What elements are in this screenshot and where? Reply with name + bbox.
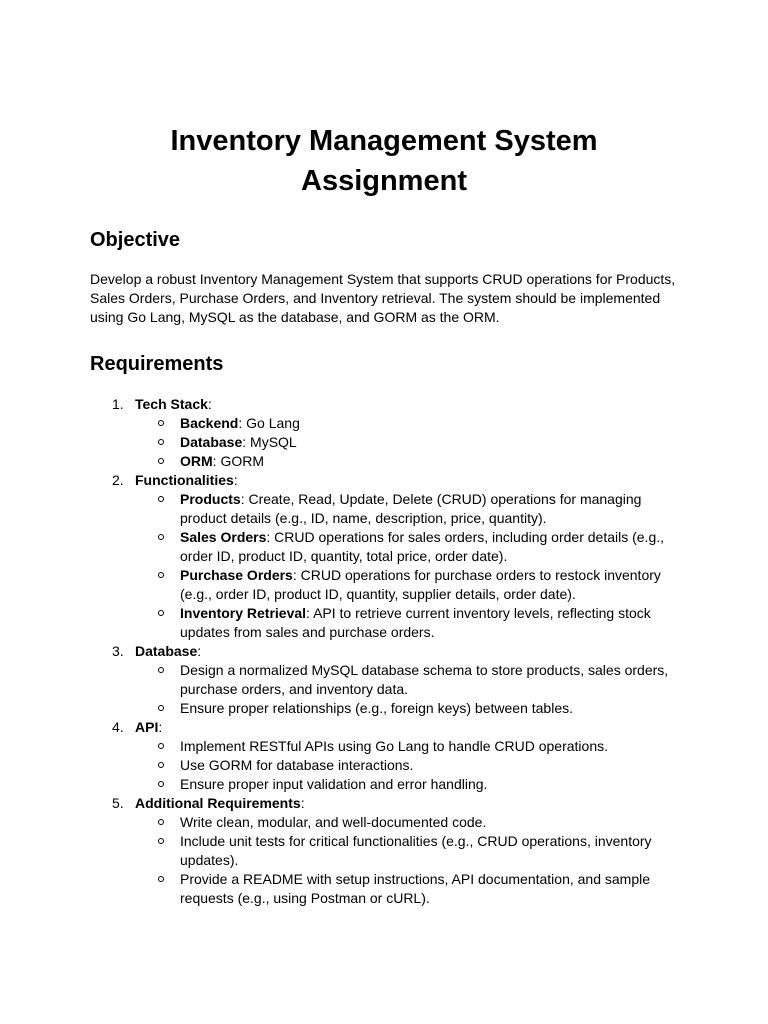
requirement-label: Additional Requirements <box>135 795 301 811</box>
hollow-circle-bullet-icon <box>158 876 164 882</box>
requirement-item <box>90 718 678 794</box>
requirement-item <box>90 794 678 908</box>
sub-item-text: : API to retrieve current inventory levels, reflecting stock updates from sales and purchase orders. <box>180 605 651 640</box>
requirement-number: 1. <box>112 396 124 412</box>
title-line-1: Inventory Management System <box>170 125 598 157</box>
sub-item-text: : Create, Read, Update, Delete (CRUD) operations for managing product details (e.g., ID, name, description, price, quantity). <box>180 491 642 526</box>
sub-item-text: Ensure proper relationships (e.g., foreign keys) between tables. <box>180 700 573 716</box>
requirements-heading: Requirements <box>90 353 224 375</box>
hollow-circle-bullet-icon <box>158 743 164 749</box>
sub-list-item <box>135 566 678 604</box>
sub-item-text: Implement RESTful APIs using Go Lang to handle CRUD operations. <box>180 738 608 754</box>
requirement-label: Database <box>135 643 198 659</box>
sub-item-text: : Go Lang <box>238 415 300 431</box>
sub-list-item <box>135 414 678 433</box>
hollow-circle-bullet-icon <box>158 496 164 502</box>
document-title <box>90 0 678 201</box>
sub-list-item <box>135 661 678 699</box>
sub-list-item <box>135 433 678 452</box>
requirements-list <box>90 395 678 908</box>
sub-item-label: Purchase Orders <box>180 567 293 583</box>
hollow-circle-bullet-icon <box>158 534 164 540</box>
hollow-circle-bullet-icon <box>158 572 164 578</box>
hollow-circle-bullet-icon <box>158 667 164 673</box>
sub-list-item <box>135 813 678 832</box>
sub-item-text: Use GORM for database interactions. <box>180 757 414 773</box>
requirement-sublist <box>135 813 678 908</box>
requirement-sublist <box>135 414 678 471</box>
requirement-sublist <box>135 490 678 642</box>
requirement-number: 5. <box>112 795 124 811</box>
sub-item-text: Provide a README with setup instructions, API documentation, and sample requests (e.g., using Postman or cURL). <box>180 871 651 906</box>
requirement-label-suffix: : <box>233 472 238 488</box>
hollow-circle-bullet-icon <box>158 781 164 787</box>
requirement-label: Functionalities <box>135 472 234 488</box>
requirement-number: 3. <box>112 643 124 659</box>
requirement-label: API <box>135 719 159 735</box>
hollow-circle-bullet-icon <box>158 819 164 825</box>
sub-item-label: Sales Orders <box>180 529 267 545</box>
requirement-item <box>90 395 678 471</box>
sub-list-item <box>135 737 678 756</box>
requirement-number: 4. <box>112 719 124 735</box>
hollow-circle-bullet-icon <box>158 762 164 768</box>
sub-list-item <box>135 604 678 642</box>
sub-list-item <box>135 452 678 471</box>
requirement-item <box>90 471 678 642</box>
hollow-circle-bullet-icon <box>158 458 164 464</box>
hollow-circle-bullet-icon <box>158 420 164 426</box>
sub-item-text: : GORM <box>212 453 265 469</box>
requirement-label-suffix: : <box>300 795 305 811</box>
requirement-number: 2. <box>112 472 124 488</box>
objective-heading: Objective <box>90 229 181 251</box>
requirement-item <box>90 642 678 718</box>
sub-item-text: : MySQL <box>242 434 297 450</box>
sub-item-text: Include unit tests for critical functionalities (e.g., CRUD operations, inventory updates). <box>180 833 652 868</box>
hollow-circle-bullet-icon <box>158 838 164 844</box>
sub-item-label: Backend <box>180 415 239 431</box>
sub-item-label: Products <box>180 491 241 507</box>
requirement-label-suffix: : <box>207 396 212 412</box>
requirement-label-suffix: : <box>158 719 163 735</box>
sub-list-item <box>135 528 678 566</box>
requirement-label-suffix: : <box>197 643 202 659</box>
sub-list-item <box>135 775 678 794</box>
sub-item-label: Inventory Retrieval <box>180 605 307 621</box>
sub-item-text: Write clean, modular, and well-documented code. <box>180 814 487 830</box>
sub-list-item <box>135 490 678 528</box>
sub-list-item <box>135 870 678 908</box>
sub-list-item <box>135 756 678 775</box>
sub-list-item <box>135 699 678 718</box>
sub-item-text: Ensure proper input validation and error handling. <box>180 776 488 792</box>
sub-item-text: : CRUD operations for purchase orders to restock inventory (e.g., order ID, product ID, quantity, supplier details, order date). <box>180 567 661 602</box>
hollow-circle-bullet-icon <box>158 705 164 711</box>
sub-item-label: ORM <box>180 453 213 469</box>
requirement-sublist <box>135 737 678 794</box>
requirement-sublist <box>135 661 678 718</box>
hollow-circle-bullet-icon <box>158 610 164 616</box>
sub-list-item <box>135 832 678 870</box>
objective-paragraph: Develop a robust Inventory Management System that supports CRUD operations for Products, Sales Orders, Purchase Orders, and Inventory retrieval. The system should be implemented using Go Lang, MySQL as the database, and GORM as the ORM. <box>90 271 676 325</box>
requirement-label: Tech Stack <box>135 396 208 412</box>
sub-item-text: Design a normalized MySQL database schema to store products, sales orders, purchase orders, and inventory data. <box>180 662 669 697</box>
sub-item-text: : CRUD operations for sales orders, including order details (e.g., order ID, product ID, quantity, total price, order date). <box>180 529 665 564</box>
title-line-2: Assignment <box>301 165 467 197</box>
hollow-circle-bullet-icon <box>158 439 164 445</box>
sub-item-label: Database <box>180 434 243 450</box>
